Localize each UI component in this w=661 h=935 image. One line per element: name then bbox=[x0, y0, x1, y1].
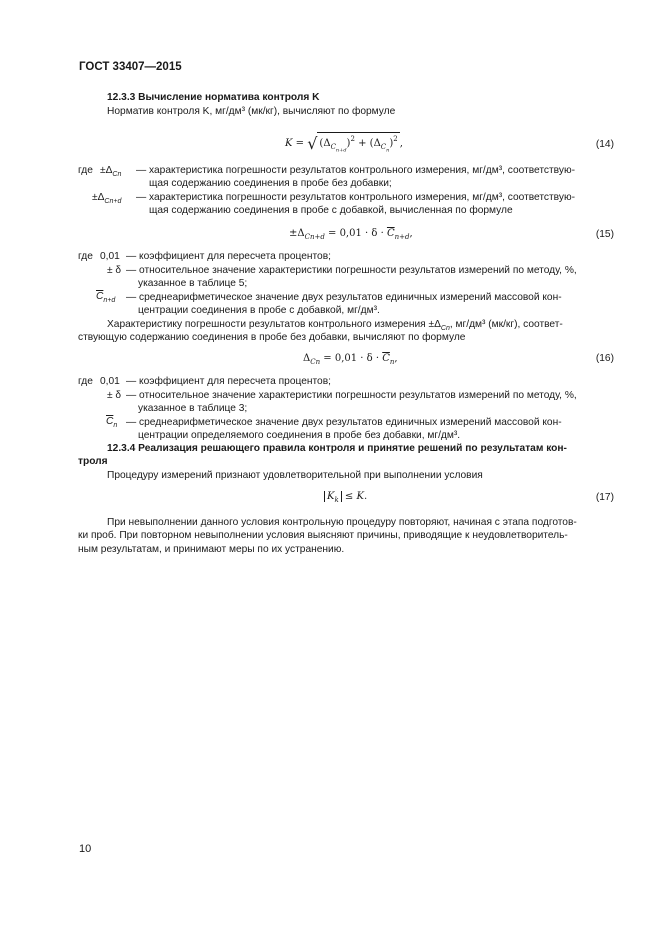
defs-16-c-line1: — среднеарифметическое значение двух результатов единичных измерений массовой кон- bbox=[126, 417, 562, 428]
defs-16-c-sym: $\overline{C}_n$ bbox=[106, 416, 118, 429]
defs-16-delta-sym: ± δ bbox=[107, 390, 122, 401]
defs-14-line3: — характеристика погрешности результатов контрольного измерения, мг/дм³, соответствую- bbox=[136, 192, 575, 203]
defs-15-k-sym: 0,01 bbox=[100, 251, 120, 262]
para-2-line1: При невыполнении данного условия контрольную процедуру повторяют, начиная с этапа подготов- bbox=[107, 517, 577, 528]
defs-15-where: где bbox=[78, 251, 93, 262]
formula-16-number: (16) bbox=[595, 353, 614, 364]
defs-15-c-line1: — среднеарифметическое значение двух результатов единичных измерений массовой кон- bbox=[126, 292, 562, 303]
formula-14-number: (14) bbox=[595, 139, 614, 150]
defs-15-k-text: — коэффициент для пересчета процентов; bbox=[126, 251, 331, 262]
defs-16-where: где bbox=[78, 376, 93, 387]
defs-16-delta-line1: — относительное значение характеристики погрешности результатов измерений по методу, %, bbox=[126, 390, 577, 401]
formula-16: $\Delta_{Cn} = 0,01 \cdot \delta \cdot \overline{C}_n$, bbox=[303, 353, 398, 366]
formula-17: $K_k \le K$. bbox=[324, 490, 367, 508]
section-12-3-4-title-line1: 12.3.4 Реализация решающего правила контроля и принятие решений по результатам кон- bbox=[107, 443, 567, 454]
formula-15-number: (15) bbox=[595, 229, 614, 240]
formula-14: K = √ $(\Delta_{C_{n+d}})^2 + (\Delta_{C_n})^2$ , bbox=[285, 132, 403, 158]
defs-14-line2: щая содержанию соединения в пробе без добавки; bbox=[149, 178, 392, 189]
formula-15: $\pm\Delta_{Cn+d} = 0,01 \cdot \delta \cdot \overline{C}_{n+d}$, bbox=[289, 228, 413, 241]
formula-17-number: (17) bbox=[595, 492, 614, 503]
section-12-3-3-intro: Норматив контроля K, мг/дм³ (мк/кг), вычисляют по формуле bbox=[107, 106, 396, 117]
para-2-line2: ки проб. При повторном невыполнении условия выясняют причины, приводящие к неудовлетворитель- bbox=[78, 530, 568, 541]
defs-14-line1: — характеристика погрешности результатов контрольного измерения, мг/дм³, соответствую- bbox=[136, 165, 575, 176]
defs-14-line4: щая содержанию соединения в пробе с добавкой, вычисленная по формуле bbox=[149, 205, 513, 216]
page-number: 10 bbox=[79, 843, 92, 855]
formula-14-radicand: $(\Delta_{C_{n+d}})^2 + (\Delta_{C_n})^2$ bbox=[317, 132, 399, 158]
abs-value-bars: $K_k$ bbox=[324, 491, 342, 502]
section-12-3-3-title: 12.3.3 Вычисление норматива контроля K bbox=[107, 92, 320, 103]
defs-15-delta-line1: — относительное значение характеристики погрешности результатов измерений по методу, %, bbox=[126, 265, 577, 276]
defs-16-k-sym: 0,01 bbox=[100, 376, 120, 387]
para-2-line3: ным результатам, и принимают меры по их устранению. bbox=[78, 544, 345, 555]
document-header: ГОСТ 33407—2015 bbox=[79, 61, 182, 73]
defs-16-k-text: — коэффициент для пересчета процентов; bbox=[126, 376, 331, 387]
section-12-3-4-text: Процедуру измерений признают удовлетворительной при выполнении условия bbox=[107, 470, 483, 481]
defs-15-c-line2: центрации соединения в пробе с добавкой, мг/дм³. bbox=[138, 305, 380, 316]
defs-15-c-sym: $\overline{C}_{n+d}$ bbox=[96, 291, 116, 304]
para-1-line2: ствующую содержанию соединения в пробе без добавки, вычисляют по формуле bbox=[78, 332, 466, 343]
defs-14-sym1: $\pm\Delta_{Cn}$ bbox=[100, 165, 122, 178]
defs-15-delta-sym: ± δ bbox=[107, 265, 122, 276]
section-12-3-4-title-line2: троля bbox=[78, 456, 108, 467]
defs-15-delta-line2: указанное в таблице 5; bbox=[138, 278, 248, 289]
defs-14-sym2: $\pm\Delta_{Cn+d}$ bbox=[92, 192, 122, 205]
formula-14-lhs: K = bbox=[285, 138, 305, 149]
sqrt-icon: √ bbox=[307, 134, 318, 153]
para-1-line1: Характеристику погрешности результатов контрольного измерения $\pm\Delta_{Cn}$, мг/дм³ (мк/кг), соответ- bbox=[107, 319, 563, 332]
defs-14-where: где bbox=[78, 165, 93, 176]
defs-16-c-line2: центрации определяемого соединения в пробе без добавки, мг/дм³. bbox=[138, 430, 461, 441]
defs-16-delta-line2: указанное в таблице 3; bbox=[138, 403, 248, 414]
